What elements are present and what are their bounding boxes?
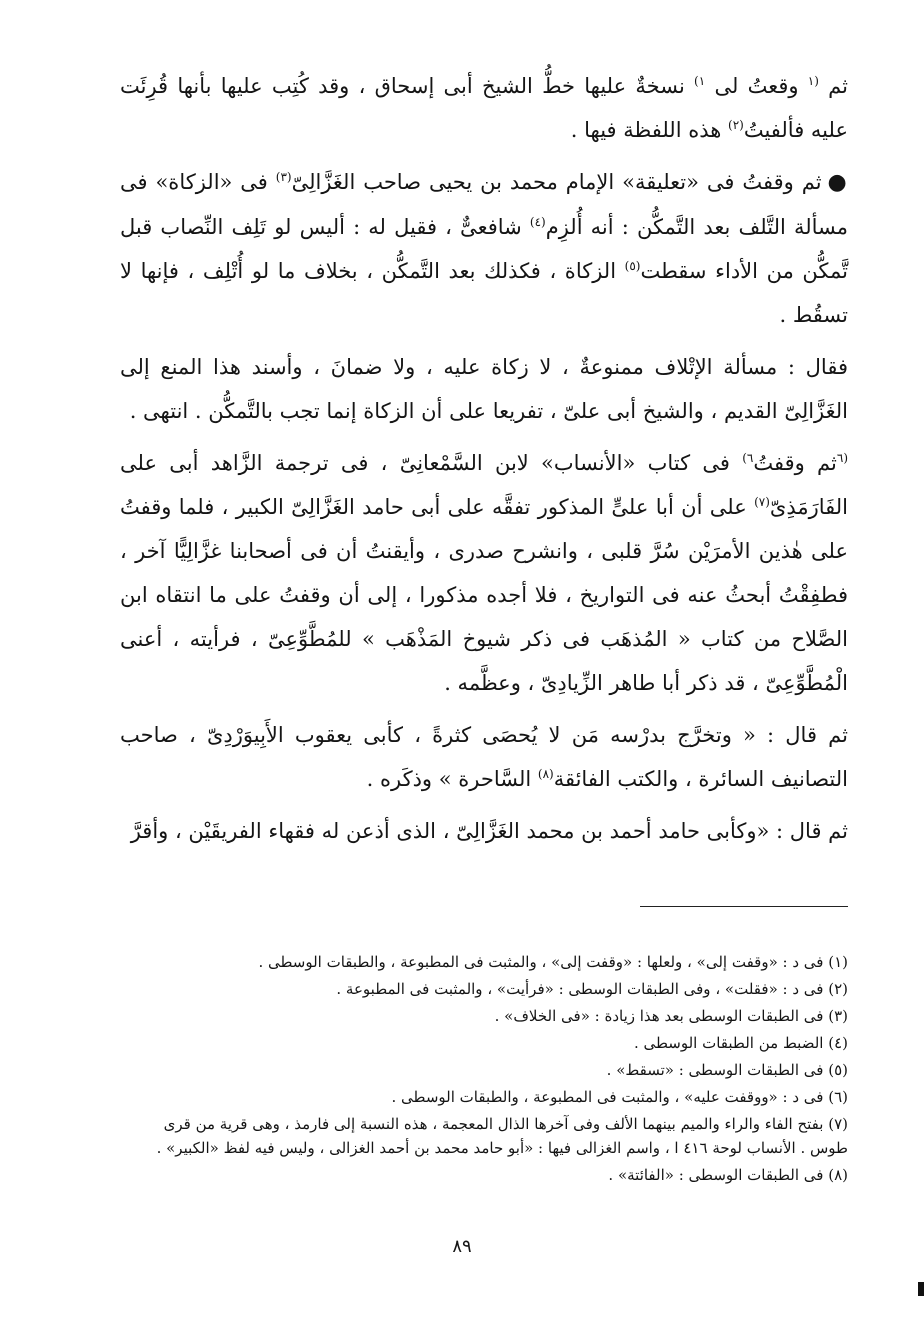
text-segment: فى «الزكاة» فى مسألة التَّلف بعد التَّمكُّن : أنه أُلزِم [120,170,848,239]
footnote-separator [640,906,848,907]
text-segment: السَّاحرة » وذكَره . [366,767,538,791]
footnote: (١) فى د : «وقفت إلى» ، ولعلها : «وقفت إلى» ، والمثبت فى المطبوعة ، والطبقات الوسطى . [258,953,848,971]
footnote-ref: (٨) [537,767,554,781]
page-number: ٨٩ [452,1236,472,1257]
text-segment: ثم وقفتُ فى «تعليقة» الإمام محمد بن يحيى صاحب الغَزَّالِىّ [291,170,822,194]
scan-edge-mark [918,1282,924,1296]
footnote-ref: (٤) [529,215,546,229]
footnote-ref: (٢) [728,118,744,132]
main-text [120,64,848,861]
paragraph [120,713,848,801]
footnote-ref: (١ [807,74,819,88]
text-segment: شافعىٌّ ، فقيل له : أليس لو تَلِف النِّصاب قبل تَّمكُّن من الأداء سقطت [120,215,848,283]
footnote-ref: (٣) [275,170,292,184]
text-segment: ثم وقفتُ [753,451,837,475]
text-segment: ثم [818,74,848,98]
paragraph [120,160,848,337]
text-segment: وقعتُ لى [705,74,808,98]
paragraph [120,345,848,433]
footnote-ref: ٦) [742,451,754,465]
text-segment: فقال : مسألة الإتْلاف ممنوعةٌ ، لا زكاة عليه ، ولا ضمانَ ، وأسند هذا المنع إلى الغَزَّالِىّ القديم ، والشيخ أبى علىّ ، تفريعا على أن الزكاة إنما تجب بالتَّمكُّن . انتهى . [120,355,848,423]
text-segment: على أن أبا علىٍّ المذكور تفقَّه على أبى حامد الغَزَّالِىّ الكبير ، فلما وقفتُ على هٰذين الأمرَيْن سُرَّ قلبى ، وانشرح صدرى ، وأيقنتُ أن فى أصحابنا غزَّالِيًّا آخر ، فطفِقْتُ أبحثُ عنه فى التواريخ ، فلا أجده مذكورا ، إلى أن وقفتُ على ما انتقاه ابن الصَّلاح من كتاب « المُذهَب فى ذكر شيوخ المَذْهَب » للمُطَّوِّعِىّ ، فرأيته ، أعنى الْمُطَّوِّعِىّ ، قد ذكر أبا طاهر الزِّيادِىّ ، وعظَّمه . [120,495,848,695]
paragraph [120,64,848,152]
footnote: (٨) فى الطبقات الوسطى : «الفائتة» . [608,1166,848,1184]
text-segment: ثم قال : « وتخرَّج بدرْسه مَن لا يُحصَى كثرةً ، كأبى يعقوب الأَبِيوَرْدِىّ ، صاحب التصانيف السائرة ، والكتب الفائقة [120,723,848,791]
footnote: (٢) فى د : «فقلت» ، وفى الطبقات الوسطى : «فرأيت» ، والمثبت فى المطبوعة . [336,980,848,998]
footnote-ref: ١) [694,74,706,88]
footnotes [130,950,848,1190]
paragraph [120,809,848,853]
footnote: (٧) بفتح الفاء والراء والميم بينهما الألف وفى آخرها الذال المعجمة ، هذه النسبة إلى فارمذ ، وهى قرية من قرى طوس . الأنساب لوحة ٤١٦ ا ، واسم الغزالى فيها : «أبو حامد محمد بن أحمد الغزالى ، وليس فيه لفظ «الكبير» . [156,1115,848,1157]
bullet-icon: ● [827,170,848,195]
footnote: (٥) فى الطبقات الوسطى : «تسقط» . [606,1061,848,1079]
footnote: (٤) الضبط من الطبقات الوسطى . [633,1034,848,1052]
footnote: (٦) فى د : «ووقفت عليه» ، والمثبت فى المطبوعة ، والطبقات الوسطى . [391,1088,848,1106]
text-segment: هذه اللفظة فيها . [570,118,728,142]
text-segment: نسخةٌ عليها خطُّ الشيخ أبى إسحاق ، وقد كُتِب عليها بأنها قُرِئَت عليه فألفيتُ [120,74,848,142]
footnote-ref: (٦ [836,451,849,465]
footnote-ref: (٧) [754,495,770,509]
paragraph [120,441,848,705]
footnote-ref: (٥) [624,259,641,273]
text-segment: ثم قال : «وكأبى حامد أحمد بن محمد الغَزَّالِىّ ، الذى أذعن له فقهاء الفريقَيْن ، وأقرَّ [130,819,848,843]
footnote: (٣) فى الطبقات الوسطى بعد هذا زيادة : «فى الخلاف» . [494,1007,848,1025]
text-segment: فى كتاب «الأنساب» لابن السَّمْعانِىّ ، فى ترجمة الزَّاهد أبى على الفَارَمَذِىّ [120,451,848,519]
text-segment: الزكاة ، فكذلك بعد التَّمكُّن ، بخلاف ما لو أُتْلِف ، فإنها لا تسقُط . [120,259,848,327]
